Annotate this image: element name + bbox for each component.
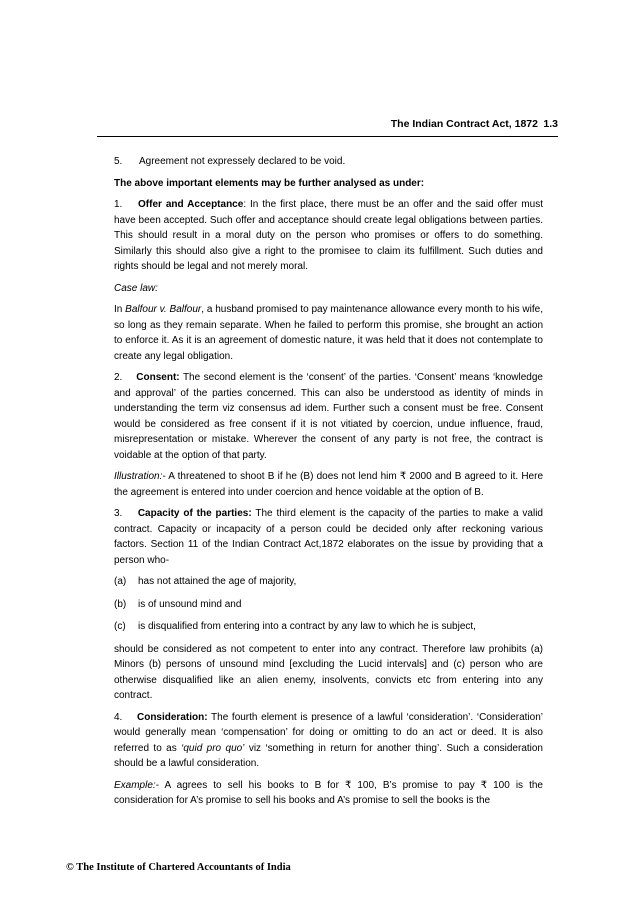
capacity-text: The third element is the capacity of the parties to make a valid contract. Capacity or incapacity of a person could be decided only after reckoning various factors. Section 11 of the Indian Contract Act,1872 elaborates on the issue by providing that a person who- xyxy=(114,508,543,566)
list-item xyxy=(114,597,543,613)
illustration-paragraph xyxy=(114,469,543,500)
item-number: 2. xyxy=(114,372,123,383)
consent-title: Consent: xyxy=(136,372,180,383)
page-number: 1.3 xyxy=(543,118,558,130)
illustration-text: A threatened to shoot B if he (B) does not lend him ₹ 2000 and B agreed to it. Here the agreement is entered into under coercion and hence voidable at the option of B. xyxy=(114,471,543,498)
list-label: (a) xyxy=(114,576,127,587)
list-item xyxy=(114,574,543,590)
consideration-text-1: The fourth element is presence of a lawful ‘consideration’. ‘Consideration’ would generally mean ‘compensation’ for doing or omitting to do an act or deed. It is also referred to as xyxy=(114,711,543,754)
item-number: 1. xyxy=(114,199,123,210)
item-text: Agreement not expressely declared to be void. xyxy=(139,156,346,167)
list-item xyxy=(114,619,543,635)
item-number: 4. xyxy=(114,711,123,723)
consent-text: The second element is the ‘consent’ of the parties. ‘Consent’ means ‘knowledge and approval’ of the parties concerned. This can also be understood as identity of minds in understanding the term viz consensus ad idem. Further such a consent must be free. Consent would be considered as free consent if it is not vitiated by coercion, undue influence, fraud, misrepresentation or mistake. Wherever the consent of any party is not free, the contract is voidable at the option of that party. xyxy=(114,372,543,461)
list-label: (c) xyxy=(114,621,126,632)
consideration-paragraph xyxy=(114,710,543,772)
list-label: (b) xyxy=(114,598,127,610)
consent-paragraph xyxy=(114,370,543,463)
offer-paragraph xyxy=(114,197,543,275)
header-rule xyxy=(97,136,558,137)
list-text: has not attained the age of majority, xyxy=(138,576,297,587)
example-paragraph xyxy=(114,778,543,809)
consideration-title: Consideration: xyxy=(136,711,208,723)
offer-text: : In the first place, there must be an offer and the said offer must have been accepted. Such offer and acceptance should create legal obligations between parties. This should result in a moral duty on the person who promises or offers to do something. Similarly this should also give a right to the promisee to claim its fulfillment. Such duties and rights should be legal and not merely moral. xyxy=(114,199,543,272)
capacity-title: Capacity of the parties: xyxy=(137,508,252,519)
example-text: A agrees to sell his books to B for ₹ 100, B’s promise to pay ₹ 100 is the consideration for A’s promise to sell his books and A’s promise to sell the books is the xyxy=(114,779,543,806)
section-heading: The above important elements may be further analysed as under: xyxy=(114,177,425,189)
offer-title: Offer and Acceptance xyxy=(138,199,244,210)
page-header xyxy=(0,118,638,134)
quid-pro-quo: ‘quid pro quo’ xyxy=(181,742,245,754)
example-label: Example:- xyxy=(114,779,160,791)
capacity-conclusion: should be considered as not competent to enter into any contract. Therefore law prohibits (a) Minors (b) persons of unsound mind [excluding the Lucid intervals] and (c) person who are otherwise disqualified like an alien enemy, insolvents, convicts etc from entering into any contract. xyxy=(114,643,543,701)
list-text: is of unsound mind and xyxy=(138,598,242,610)
capacity-paragraph xyxy=(114,506,543,568)
list-text: is disqualified from entering into a contract by any law to which he is subject, xyxy=(138,621,476,632)
case-text: , a husband promised to pay maintenance allowance every month to his wife, so long as they remain separate. When he failed to perform this promise, she brought an action to enforce it. As it is an agreement of domestic nature, it was held that it does not contemplate to create any legal obligation. xyxy=(114,304,543,362)
case-in: In xyxy=(114,304,126,315)
case-name: Balfour v. Balfour xyxy=(125,304,202,315)
header-title: The Indian Contract Act, 1872 xyxy=(390,118,538,130)
illustration-label: Illustration:- xyxy=(114,471,166,482)
item-number: 3. xyxy=(114,508,123,519)
case-law-paragraph xyxy=(114,302,543,364)
element-5 xyxy=(114,154,543,170)
consideration-text-2: viz ‘something in return for another thing’. Such a consideration should be a lawful consideration. xyxy=(114,742,543,769)
item-number: 5. xyxy=(114,156,123,167)
page-footer: © The Institute of Chartered Accountants of India xyxy=(66,862,291,873)
case-law-label: Case law: xyxy=(114,282,158,294)
page-body xyxy=(114,154,543,815)
